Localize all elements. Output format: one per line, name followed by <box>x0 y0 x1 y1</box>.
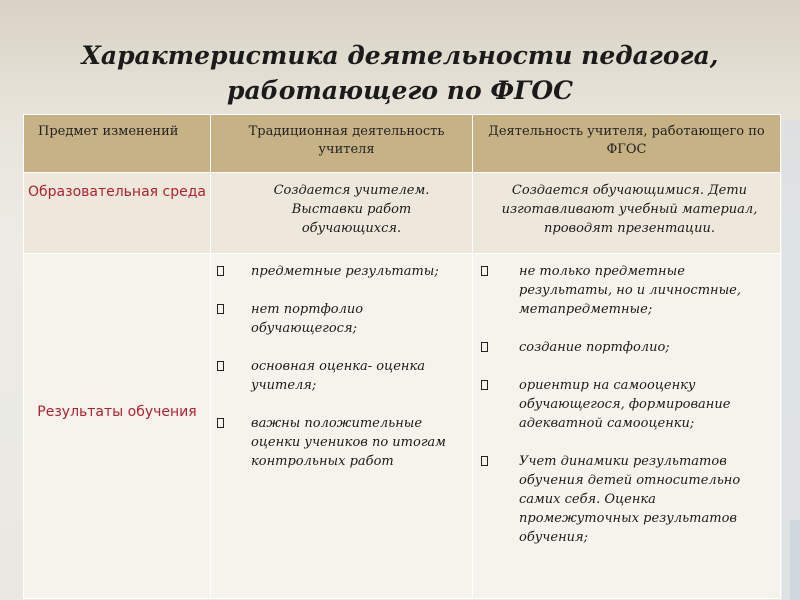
list-item-text: нет портфолио обучающегося; <box>251 302 364 336</box>
checkbox-bullet-icon <box>481 342 488 352</box>
list-item <box>217 414 462 471</box>
list-item-text: Учет динамики результатов обучения детей относительно самих себя. Оценка промежуточных результатов обучения; <box>519 454 741 545</box>
list-item-text: основная оценка- оценка учителя; <box>251 359 425 393</box>
list-item <box>217 262 462 281</box>
page-title <box>40 38 760 108</box>
list-item <box>481 376 772 433</box>
list-item-text: важны положительные оценки учеников по итогам контрольных работ <box>251 416 446 469</box>
title-line-2: работающего по ФГОС <box>226 76 573 105</box>
list-item-text: предметные результаты; <box>251 264 439 279</box>
checkbox-bullet-icon <box>217 418 224 428</box>
checkbox-bullet-icon <box>217 266 224 276</box>
traditional-results-list <box>211 254 472 471</box>
environment-fgos: Создается обучающимися. Дети изготавливают учебный материал, проводят презентации. <box>501 183 758 236</box>
header-cell <box>24 115 211 173</box>
checkbox-bullet-icon <box>481 266 488 276</box>
table-row <box>24 173 781 254</box>
list-item-text: не только предметные результаты, но и личностные, метапредметные; <box>519 264 741 317</box>
checkbox-bullet-icon <box>217 361 224 371</box>
table-cell <box>211 173 473 254</box>
checkbox-bullet-icon <box>481 456 488 466</box>
list-item-text: создание портфолио; <box>519 340 670 355</box>
list-item <box>481 452 772 547</box>
header-traditional: Традиционная деятельность учителя <box>248 124 445 157</box>
table-cell <box>24 173 211 254</box>
list-item-text: ориентир на самооценку обучающегося, формирование адекватной самооценки; <box>519 378 731 431</box>
list-item <box>481 262 772 319</box>
table-cell <box>473 254 781 599</box>
row-label-environment: Образовательная среда <box>28 184 206 200</box>
header-cell <box>211 115 473 173</box>
table-cell <box>24 254 211 599</box>
title-line-1: Характеристика деятельности педагога, <box>81 41 719 70</box>
list-item <box>217 357 462 395</box>
table-cell <box>211 254 473 599</box>
fgos-results-list <box>473 254 780 547</box>
table-cell <box>473 173 781 254</box>
table-row <box>24 254 781 599</box>
header-fgos: Деятельность учителя, работающего по ФГОС <box>488 124 765 157</box>
list-item <box>481 338 772 357</box>
header-subject: Предмет изменений <box>38 124 179 139</box>
checkbox-bullet-icon <box>481 380 488 390</box>
list-item <box>217 300 462 338</box>
comparison-table <box>23 114 781 599</box>
row-label-results: Результаты обучения <box>37 404 197 420</box>
header-cell <box>473 115 781 173</box>
table-header-row <box>24 115 781 173</box>
checkbox-bullet-icon <box>217 304 224 314</box>
environment-traditional: Создается учителем. Выставки работ обучающихся. <box>273 183 430 236</box>
